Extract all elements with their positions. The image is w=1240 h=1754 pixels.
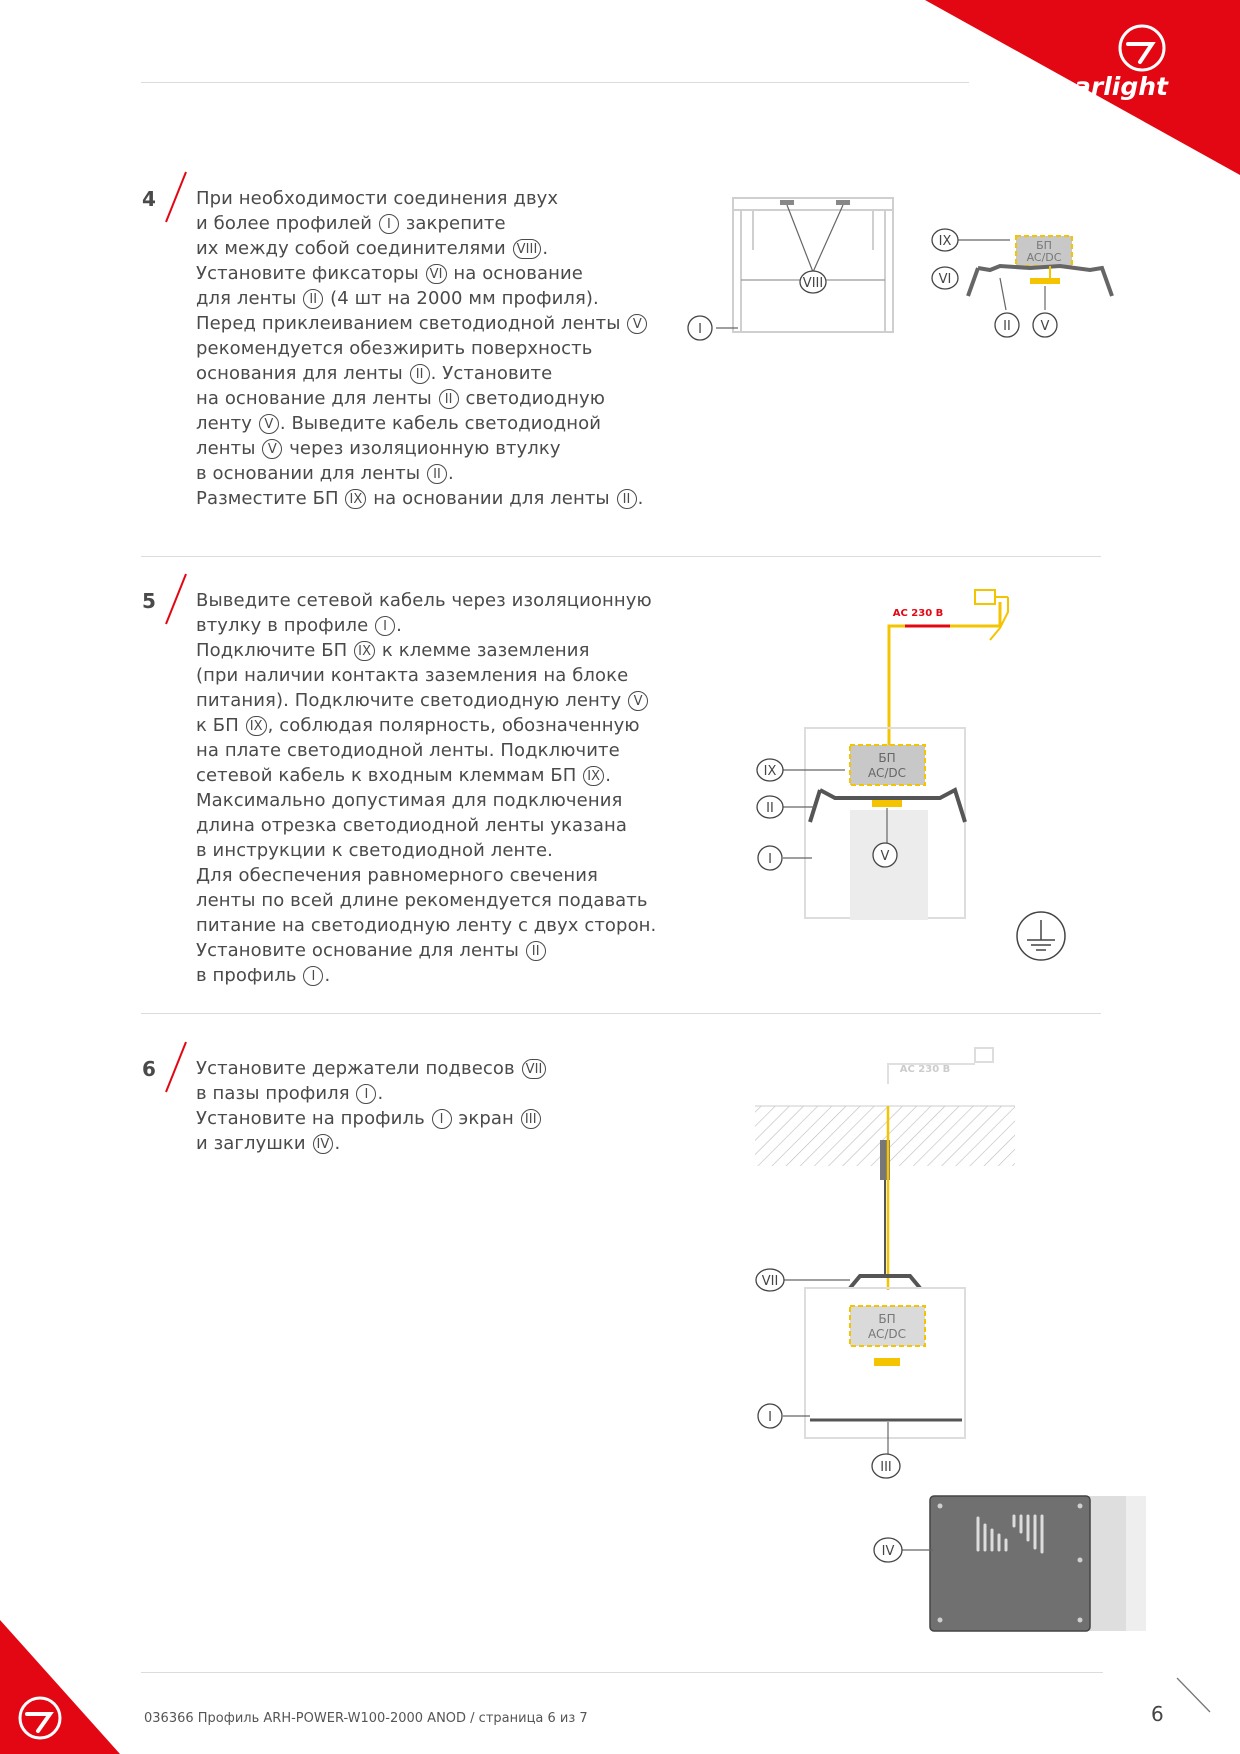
psu-label: БП (878, 1312, 896, 1326)
instruction-text: рекомендуется обезжирить поверхность (196, 338, 593, 359)
part-reference-marker: I (303, 966, 323, 986)
callout-label: VII (761, 1274, 779, 1289)
instruction-text: основания для ленты (196, 363, 409, 384)
instruction-text: питание на светодиодную ленту с двух сторон. (196, 915, 657, 936)
instruction-text: . (396, 615, 402, 636)
instruction-text: . (377, 1083, 384, 1104)
psu-label: БП (878, 751, 896, 765)
instruction-text: . (542, 238, 549, 259)
step-number: 6 (142, 1057, 156, 1081)
part-reference-marker: III (521, 1109, 541, 1129)
instruction-text: Перед приклеиванием светодиодной ленты (196, 313, 627, 334)
footer-text: 036366 Профиль ARH-POWER-W100-2000 ANOD / страница 6 из 7 (144, 1711, 588, 1726)
instruction-text: питания). Подключите светодиодную ленту (196, 690, 628, 711)
instruction-text: Установите на профиль (196, 1108, 431, 1129)
callout-label: IV (881, 1544, 895, 1559)
instruction-text: Разместите БП (196, 488, 345, 509)
instruction-text: на основании для ленты (367, 488, 616, 509)
callout-label: IX (938, 234, 952, 249)
callout-label: V (880, 849, 890, 864)
part-reference-marker: IX (583, 766, 604, 786)
callout-label: I (768, 852, 772, 867)
instruction-text: для ленты (196, 288, 303, 309)
instruction-text: и более профилей (196, 213, 378, 234)
instruction-text: сетевой кабель к входным клеммам БП (196, 765, 583, 786)
step-number: 4 (142, 187, 156, 211)
instruction-text: в основании для ленты (196, 463, 427, 484)
part-reference-marker: V (627, 314, 647, 334)
instruction-text: . (605, 765, 612, 786)
part-reference-marker: II (410, 364, 430, 384)
mains-label: AC 230 В (892, 608, 944, 619)
part-reference-marker: I (432, 1109, 452, 1129)
instruction-text: на основание (447, 263, 583, 284)
instruction-text: , соблюдая полярность, обозначенную (267, 715, 640, 736)
part-reference-marker: VI (426, 264, 447, 284)
part-reference-marker: IX (246, 716, 267, 736)
part-reference-marker: IX (345, 489, 366, 509)
instruction-text: . (637, 488, 644, 509)
part-reference-marker: IV (313, 1134, 334, 1154)
callout-label: II (1003, 319, 1011, 334)
instruction-text: Максимально допустимая для подключения (196, 790, 623, 811)
instruction-text: Для обеспечения равномерного свечения (196, 865, 598, 886)
instruction-text: втулку в профиле (196, 615, 375, 636)
ground-icon (1017, 912, 1065, 960)
instruction-text: Выведите сетевой кабель через изоляционную (196, 590, 652, 611)
instruction-text: ленты (196, 438, 262, 459)
callout-label: III (880, 1460, 892, 1475)
instruction-text: При необходимости соединения двух (196, 188, 559, 209)
part-reference-marker: V (259, 414, 279, 434)
instruction-text: их между собой соединителями (196, 238, 512, 259)
instruction-text: Установите держатели подвесов (196, 1058, 521, 1079)
part-reference-marker: II (303, 289, 323, 309)
part-reference-marker: II (526, 941, 546, 961)
instruction-text: (4 шт на 2000 мм профиля). (324, 288, 599, 309)
callout-label: IX (763, 764, 777, 779)
instruction-text: закрепите (399, 213, 506, 234)
instruction-text: (при наличии контакта заземления на блоке (196, 665, 629, 686)
part-reference-marker: IX (354, 641, 375, 661)
part-reference-marker: I (356, 1084, 376, 1104)
instruction-text: Подключите БП (196, 640, 354, 661)
instruction-text: в инструкции к светодиодной ленте. (196, 840, 554, 861)
part-reference-marker: II (439, 389, 459, 409)
instruction-text: к клемме заземления (376, 640, 590, 661)
mains-label: AC 230 В (899, 1064, 951, 1075)
part-reference-marker: V (628, 691, 648, 711)
instruction-text: на плате светодиодной ленты. Подключите (196, 740, 620, 761)
instruction-text: в пазы профиля (196, 1083, 356, 1104)
instruction-text: Установите основание для ленты (196, 940, 525, 961)
callout-label: VIII (802, 276, 824, 291)
instruction-text: Установите фиксаторы (196, 263, 425, 284)
instruction-text: экран (452, 1108, 520, 1129)
page-number: 6 (1151, 1702, 1164, 1726)
step-number: 5 (142, 589, 156, 613)
part-reference-marker: I (379, 214, 399, 234)
part-reference-marker: II (617, 489, 637, 509)
instruction-text: длина отрезка светодиодной ленты указана (196, 815, 627, 836)
psu-label: БП (1036, 239, 1052, 252)
instruction-text: через изоляционную втулку (283, 438, 561, 459)
part-reference-marker: I (375, 616, 395, 636)
psu-label: AC/DC (867, 766, 907, 780)
psu-label: AC/DC (1026, 251, 1062, 264)
callout-label: II (766, 801, 774, 816)
part-reference-marker: VIII (513, 239, 542, 259)
part-reference-marker: II (427, 464, 447, 484)
instruction-text: . (334, 1133, 341, 1154)
diagram-psu-cross-section (952, 236, 1112, 310)
instruction-text: . Установите (430, 363, 553, 384)
callout-label: I (768, 1410, 772, 1425)
instruction-text: и заглушки (196, 1133, 312, 1154)
instruction-text: светодиодную (459, 388, 605, 409)
diagram-suspension (755, 1048, 1015, 1455)
brand-logo-text: arlight (1074, 72, 1168, 101)
instruction-text: . Выведите кабель светодиодной (279, 413, 601, 434)
instruction-text: ленты по всей длине рекомендуется подавать (196, 890, 648, 911)
part-reference-marker: VII (522, 1059, 547, 1079)
psu-label: AC/DC (867, 1327, 907, 1341)
diagram-end-cap (902, 1496, 1146, 1631)
instruction-text: в профиль (196, 965, 303, 986)
callout-label: V (1040, 319, 1050, 334)
diagram-wiring (783, 590, 1065, 960)
instruction-text: . (324, 965, 331, 986)
part-reference-marker: V (262, 439, 282, 459)
instruction-text: на основание для ленты (196, 388, 438, 409)
callout-label: I (698, 322, 702, 337)
instruction-text: к БП (196, 715, 245, 736)
instruction-text: . (448, 463, 454, 484)
callout-label: VI (938, 272, 952, 287)
diagram-profile-connection (716, 198, 893, 332)
instruction-text: ленту (196, 413, 258, 434)
